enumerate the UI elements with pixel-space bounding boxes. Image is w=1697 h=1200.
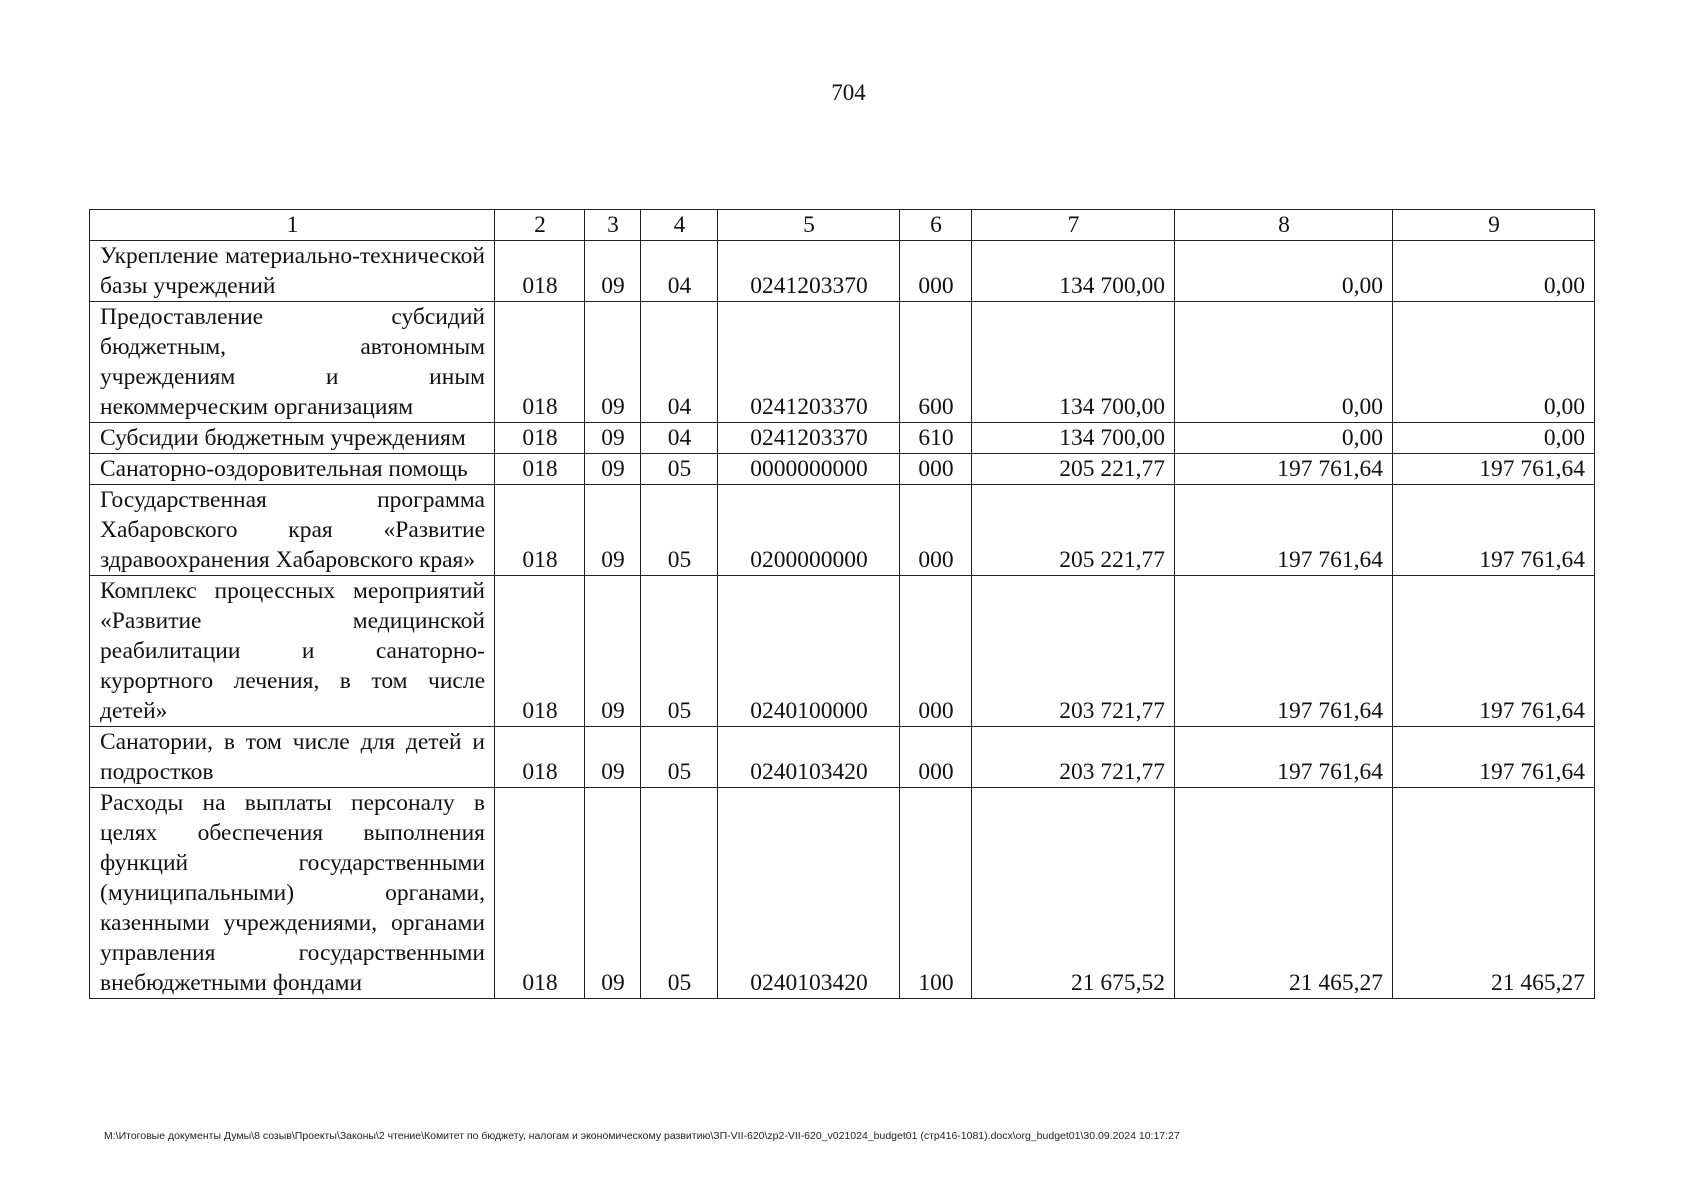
cell-col-2: 018 [495,241,585,302]
cell-col-8: 197 761,64 [1175,727,1393,788]
cell-col-9: 197 761,64 [1393,454,1595,485]
page-number: 704 [831,80,866,105]
col-header-5: 5 [718,210,900,241]
cell-col-7: 134 700,00 [972,423,1175,454]
col-header-9: 9 [1393,210,1595,241]
cell-col-6: 000 [900,241,972,302]
cell-col-7: 205 221,77 [972,485,1175,576]
cell-col-3: 09 [585,727,641,788]
cell-col-8: 197 761,64 [1175,485,1393,576]
cell-col-3: 09 [585,454,641,485]
cell-col-5: 0241203370 [718,302,900,423]
cell-col-3: 09 [585,485,641,576]
row-name: Субсидии бюджетным учреждениям [90,423,495,454]
budget-table [89,209,1595,999]
cell-col-9: 197 761,64 [1393,576,1595,727]
table-row [90,241,1595,302]
cell-col-2: 018 [495,485,585,576]
cell-col-9: 197 761,64 [1393,727,1595,788]
cell-col-2: 018 [495,423,585,454]
row-name: Укрепление материально-технической базы учреждений [90,241,495,302]
cell-col-9: 0,00 [1393,423,1595,454]
cell-col-2: 018 [495,454,585,485]
col-header-3: 3 [585,210,641,241]
cell-col-2: 018 [495,576,585,727]
cell-col-4: 05 [641,485,718,576]
cell-col-9: 0,00 [1393,302,1595,423]
cell-col-6: 100 [900,788,972,999]
cell-col-6: 600 [900,302,972,423]
table-row [90,727,1595,788]
cell-col-8: 0,00 [1175,302,1393,423]
col-header-1: 1 [90,210,495,241]
cell-col-4: 04 [641,302,718,423]
cell-col-2: 018 [495,788,585,999]
col-header-2: 2 [495,210,585,241]
cell-col-9: 21 465,27 [1393,788,1595,999]
cell-col-6: 000 [900,576,972,727]
cell-col-7: 134 700,00 [972,241,1175,302]
document-path-footer: М:\Итоговые документы Думы\8 созыв\Проекты\Законы\2 чтение\Комитет по бюджету, налогам и экономическому развитию\ЗП-VII-620\zp2-VII-620_v021024_budget01 (стр416-1081).docx\org_budget01\30.09.2024 10:17:27 [104,1130,1180,1142]
cell-col-2: 018 [495,302,585,423]
table-row [90,423,1595,454]
row-name: Комплекс процессных мероприятий «Развитие медицинской реабилитации и санаторно-курортного лечения, в том числе детей» [90,576,495,727]
col-header-8: 8 [1175,210,1393,241]
col-header-4: 4 [641,210,718,241]
cell-col-5: 0241203370 [718,241,900,302]
row-name: Санаторно-оздоровительная помощь [90,454,495,485]
table-row [90,788,1595,999]
cell-col-5: 0241203370 [718,423,900,454]
cell-col-3: 09 [585,576,641,727]
cell-col-6: 000 [900,454,972,485]
cell-col-7: 21 675,52 [972,788,1175,999]
cell-col-4: 05 [641,727,718,788]
cell-col-9: 0,00 [1393,241,1595,302]
cell-col-3: 09 [585,788,641,999]
cell-col-8: 0,00 [1175,241,1393,302]
row-name: Государственная программа Хабаровского края «Развитие здравоохранения Хабаровского края» [90,485,495,576]
cell-col-8: 197 761,64 [1175,576,1393,727]
cell-col-5: 0200000000 [718,485,900,576]
cell-col-3: 09 [585,241,641,302]
cell-col-5: 0240100000 [718,576,900,727]
cell-col-5: 0240103420 [718,727,900,788]
cell-col-4: 05 [641,788,718,999]
cell-col-7: 203 721,77 [972,727,1175,788]
cell-col-4: 04 [641,241,718,302]
col-header-7: 7 [972,210,1175,241]
table-row [90,302,1595,423]
col-header-6: 6 [900,210,972,241]
table-row [90,454,1595,485]
cell-col-4: 04 [641,423,718,454]
cell-col-8: 21 465,27 [1175,788,1393,999]
cell-col-6: 000 [900,727,972,788]
cell-col-4: 05 [641,576,718,727]
header-row [90,210,1595,241]
table-row [90,485,1595,576]
cell-col-3: 09 [585,302,641,423]
cell-col-8: 197 761,64 [1175,454,1393,485]
cell-col-7: 203 721,77 [972,576,1175,727]
cell-col-5: 0240103420 [718,788,900,999]
cell-col-6: 000 [900,485,972,576]
table-row [90,576,1595,727]
row-name: Санатории, в том числе для детей и подростков [90,727,495,788]
cell-col-5: 0000000000 [718,454,900,485]
cell-col-7: 134 700,00 [972,302,1175,423]
row-name: Расходы на выплаты персоналу в целях обеспечения выполнения функций государственными (муниципальными) органами, казенными учреждениями, органами управления государственными внебюджетными фондами [90,788,495,999]
cell-col-2: 018 [495,727,585,788]
cell-col-3: 09 [585,423,641,454]
cell-col-9: 197 761,64 [1393,485,1595,576]
row-name: Предоставление субсидий бюджетным, автономным учреждениям и иным некоммерческим организациям [90,302,495,423]
cell-col-4: 05 [641,454,718,485]
cell-col-8: 0,00 [1175,423,1393,454]
cell-col-6: 610 [900,423,972,454]
cell-col-7: 205 221,77 [972,454,1175,485]
